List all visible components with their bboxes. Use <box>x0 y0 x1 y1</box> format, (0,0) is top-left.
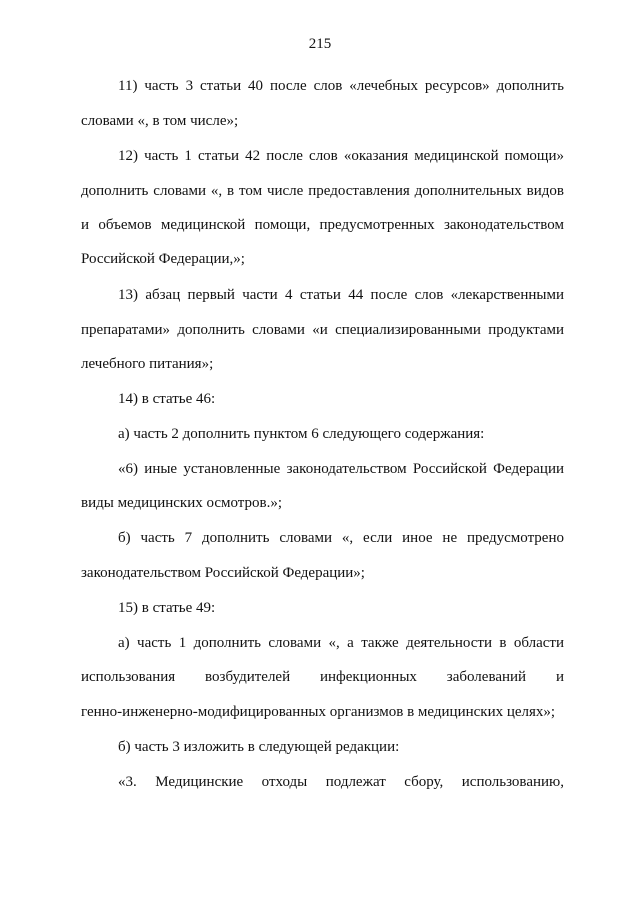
page-number: 215 <box>308 36 332 52</box>
text-line: использования возбудителей инфекционных заболеваний и <box>81 669 564 685</box>
text-line: лечебного питания»; <box>81 356 214 372</box>
text-line: 14) в статье 46: <box>118 391 216 407</box>
text-line: а) часть 2 дополнить пунктом 6 следующего содержания: <box>118 426 485 442</box>
text-line: дополнить словами «, в том числе предоставления дополнительных видов <box>81 183 564 199</box>
text-line: и объемов медицинской помощи, предусмотренных законодательством <box>81 217 564 233</box>
text-line: б) часть 7 дополнить словами «, если иное не предусмотрено <box>118 530 564 546</box>
text-line: законодательством Российской Федерации»; <box>81 565 365 581</box>
text-line: 13) абзац первый части 4 статьи 44 после слов «лекарственными <box>118 287 564 303</box>
text-line: «6) иные установленные законодательством Российской Федерации <box>118 461 564 477</box>
text-line: «3. Медицинские отходы подлежат сбору, использованию, <box>118 774 564 790</box>
text-line: генно-инженерно-модифицированных организмов в медицинских целях»; <box>81 704 556 720</box>
text-line: 12) часть 1 статьи 42 после слов «оказания медицинской помощи» <box>118 148 564 164</box>
text-line: 15) в статье 49: <box>118 600 216 616</box>
text-line: виды медицинских осмотров.»; <box>81 495 283 511</box>
text-line: словами «, в том числе»; <box>81 113 239 129</box>
text-line: препаратами» дополнить словами «и специализированными продуктами <box>81 322 564 338</box>
text-line: а) часть 1 дополнить словами «, а также деятельности в области <box>118 635 564 651</box>
text-line: Российской Федерации,»; <box>81 251 245 267</box>
text-line: 11) часть 3 статьи 40 после слов «лечебных ресурсов» дополнить <box>118 78 564 94</box>
text-line: б) часть 3 изложить в следующей редакции: <box>118 739 400 755</box>
